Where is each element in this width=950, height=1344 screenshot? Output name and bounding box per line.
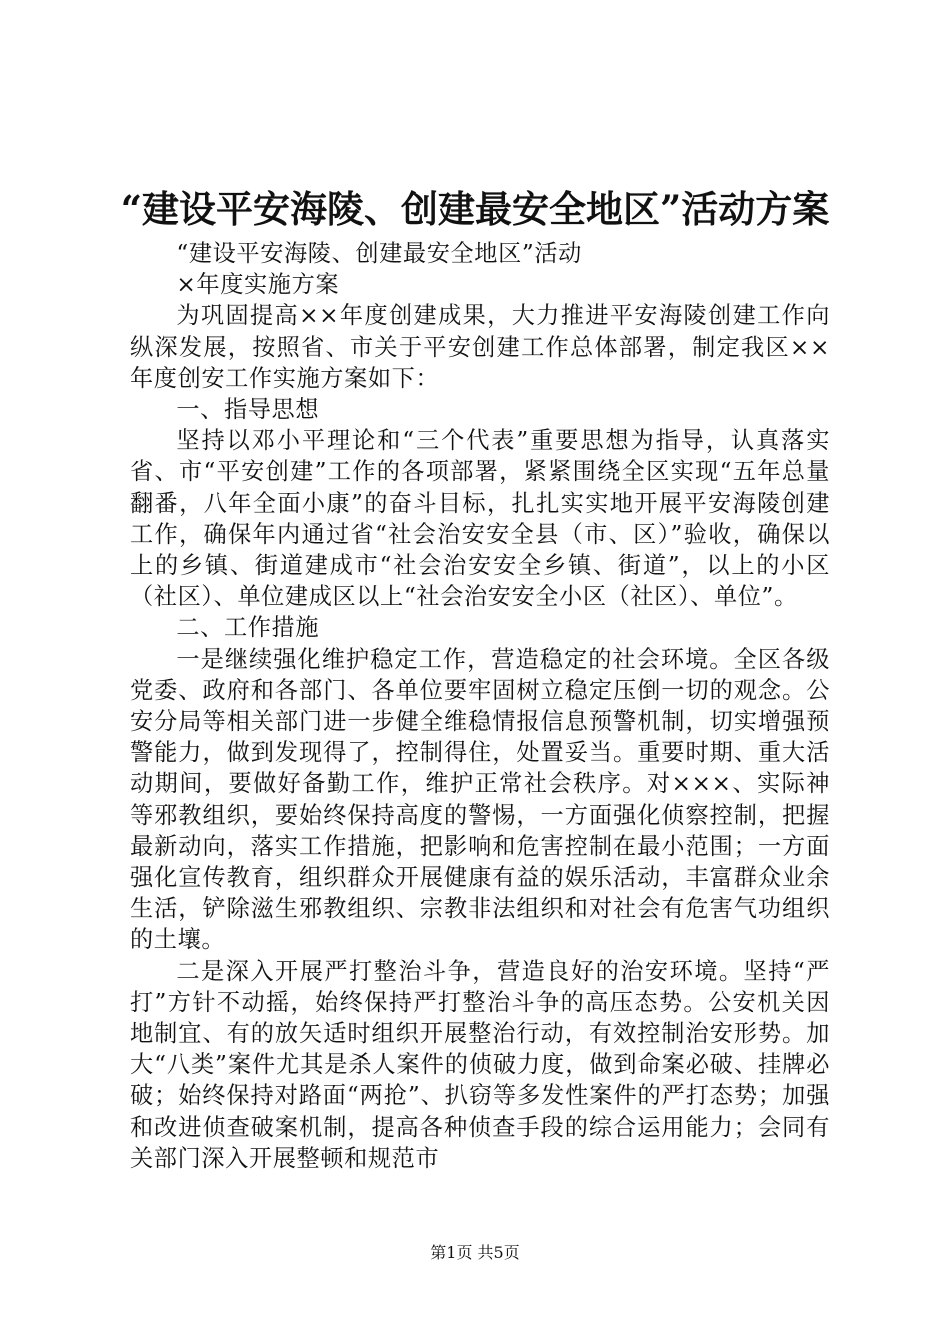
- document-body: [130, 238, 830, 1174]
- page-number-footer: 第1页 共5页: [430, 1243, 520, 1262]
- document-title: “建设平安海陵、创建最安全地区”活动方案: [120, 187, 830, 231]
- subtitle-line-2: ×年度实施方案: [176, 271, 340, 299]
- subtitle-line-1: “建设平安海陵、创建最安全地区”活动: [176, 240, 582, 267]
- guiding-thought-paragraph: 坚持以邓小平理论和“三个代表”重要思想为指导，认真落实省、市“平安创建”工作的各项部署，紧紧围绕全区实现“五年总量翻番，八年全面小康”的奋斗目标，扎扎实实地开展平安海陵创建工作，确保年内通过省“社会治安安全县（市、区）”验收，确保以上的乡镇、街道建成市“社会治安安全乡镇、街道”，以上的小区（社区）、单位建成区以上“社会治安安全小区（社区）、单位”。: [130, 427, 830, 611]
- measure-one-paragraph: 一是继续强化维护稳定工作，营造稳定的社会环境。全区各级党委、政府和各部门、各单位要牢固树立稳定压倒一切的观念。公安分局等相关部门进一步健全维稳情报信息预警机制，切实增强预警能力，做到发现得了，控制得住，处置妥当。重要时期、重大活动期间，要做好备勤工作，维护正常社会秩序。对×××、实际神等邪教组织，要始终保持高度的警惕，一方面强化侦察控制，把握最新动向，落实工作措施，把影响和危害控制在最小范围；一方面强化宣传教育，组织群众开展健康有益的娱乐活动，丰富群众业余生活，铲除滋生邪教组织、宗教非法组织和对社会有危害气功组织的土壤。: [130, 645, 830, 954]
- section-heading-work-measures: 二、工作措施: [176, 614, 320, 642]
- measure-two-paragraph: 二是深入开展严打整治斗争，营造良好的治安环境。坚持“严打”方针不动摇，始终保持严打整治斗争的高压态势。公安机关因地制宜、有的放矢适时组织开展整治行动，有效控制治安形势。加大“八类”案件尤其是杀人案件的侦破力度，做到命案必破、挂牌必破；始终保持对路面“两抢”、扒窃等多发性案件的严打态势；加强和改进侦查破案机制，提高各种侦查手段的综合运用能力；会同有关部门深入开展整顿和规范市: [130, 957, 830, 1172]
- intro-paragraph: 为巩固提高××年度创建成果，大力推进平安海陵创建工作向纵深发展，按照省、市关于平安创建工作总体部署，制定我区××年度创安工作实施方案如下：: [130, 302, 830, 392]
- section-heading-guiding-thought: 一、指导思想: [176, 396, 320, 424]
